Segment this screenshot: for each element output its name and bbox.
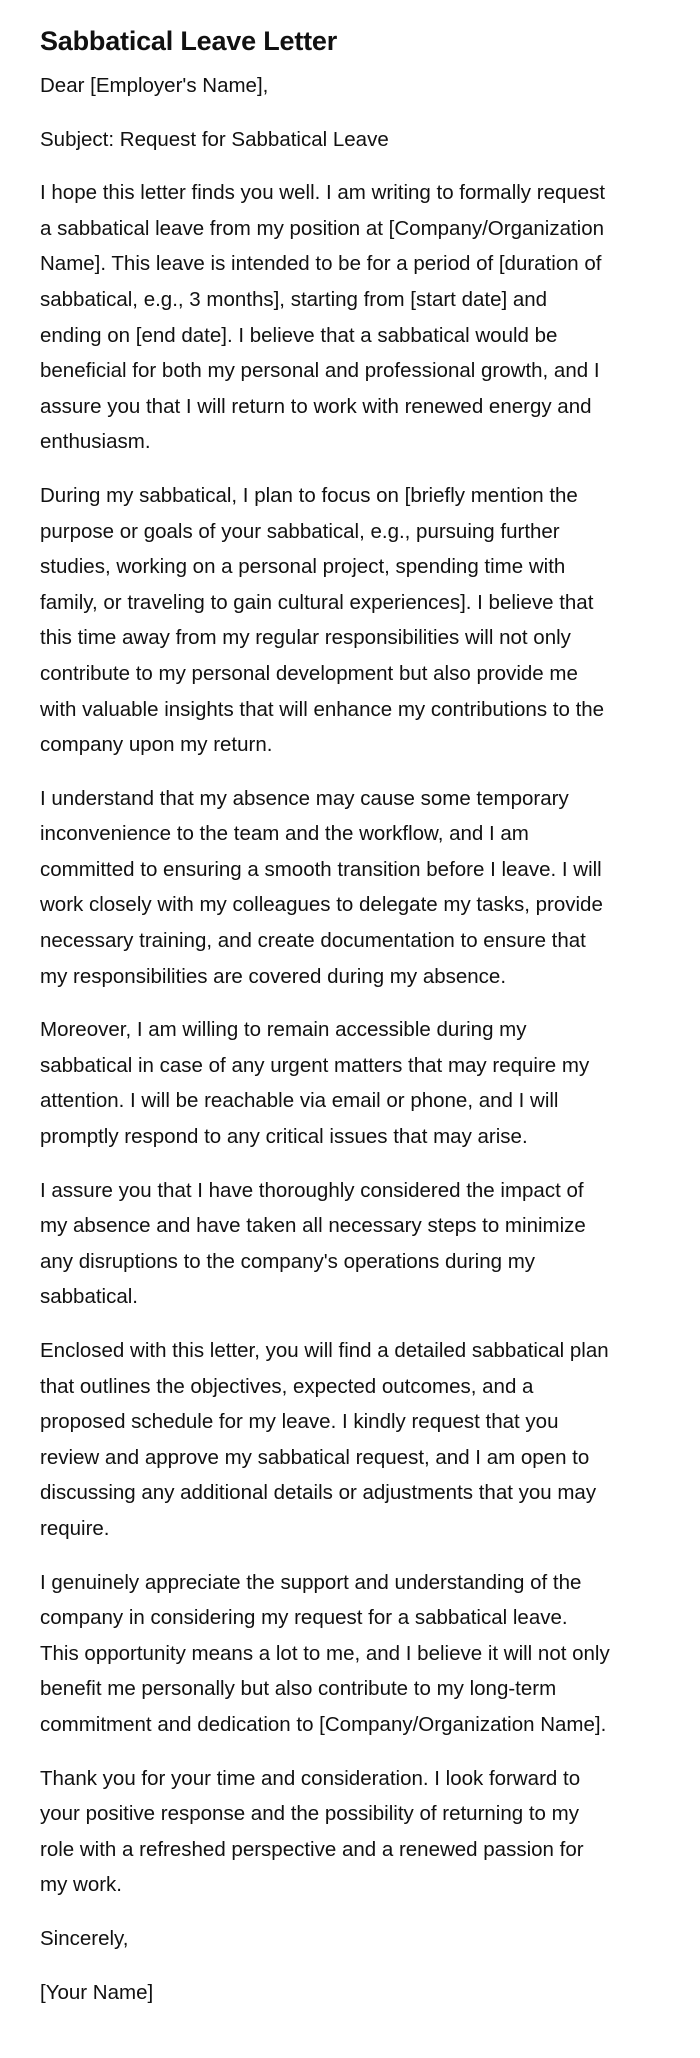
salutation: [40, 68, 662, 104]
text-line: contribute to my personal development but also provide me: [40, 661, 578, 685]
text-line: my work.: [40, 1873, 122, 1897]
text-line: I understand that my absence may cause some temporary: [40, 786, 569, 810]
text-line: ending on [end date]. I believe that a sabbatical would be: [40, 323, 558, 347]
text-line: a sabbatical leave from my position at [Company/Organization: [40, 216, 605, 240]
text-line: I assure you that I have thoroughly considered the impact of: [40, 1178, 584, 1202]
text-line: promptly respond to any critical issues that may arise.: [40, 1125, 528, 1149]
text-line: sabbatical, e.g., 3 months], starting from [start date] and: [40, 287, 548, 311]
text-line: my absence and have taken all necessary steps to minimize: [40, 1214, 586, 1238]
plans-paragraph: [40, 478, 662, 763]
text-line: committed to ensuring a smooth transition before I leave. I will: [40, 857, 602, 881]
text-line: assure you that I will return to work with renewed energy and: [40, 394, 592, 418]
text-line: any disruptions to the company's operations during my: [40, 1249, 536, 1273]
sign-off: [40, 1921, 662, 1957]
text-line: studies, working on a personal project, spending time with: [40, 555, 566, 579]
text-line: your positive response and the possibility of returning to my: [40, 1802, 579, 1826]
text-line: purpose or goals of your sabbatical, e.g., pursuing further: [40, 519, 560, 543]
text-line: Moreover, I am willing to remain accessible during my: [40, 1018, 527, 1042]
text-line: this time away from my regular responsibilities will not only: [40, 626, 571, 650]
text-line: enthusiasm.: [40, 430, 151, 454]
text-line: Enclosed with this letter, you will find a detailed sabbatical plan: [40, 1339, 609, 1362]
text-line: inconvenience to the team and the workflow, and I am: [40, 822, 529, 846]
text-line: Dear [Employer's Name],: [40, 74, 269, 97]
signature-name: [40, 1975, 662, 2011]
transition-paragraph: [40, 781, 662, 995]
assurance-paragraph: [40, 1173, 662, 1315]
text-line: sabbatical in case of any urgent matters that may require my: [40, 1053, 590, 1077]
text-line: Name]. This leave is intended to be for a period of [duration of: [40, 252, 602, 276]
text-line: company in considering my request for a sabbatical leave.: [40, 1606, 568, 1630]
text-line: with valuable insights that will enhance my contributions to the: [40, 697, 605, 721]
text-line: that outlines the objectives, expected outcomes, and a: [40, 1374, 534, 1398]
text-line: During my sabbatical, I plan to focus on [briefly mention the: [40, 483, 578, 507]
availability-paragraph: [40, 1012, 662, 1154]
document-title: Sabbatical Leave Letter: [40, 26, 338, 56]
text-line: [Your Name]: [40, 1980, 154, 2004]
text-line: attention. I will be reachable via email or phone, and I will: [40, 1089, 559, 1113]
text-line: require.: [40, 1516, 110, 1540]
text-line: sabbatical.: [40, 1285, 139, 1309]
text-line: work closely with my colleagues to delegate my tasks, provide: [40, 893, 603, 917]
text-line: beneficial for both my personal and professional growth, and I: [40, 359, 600, 383]
text-line: This opportunity means a lot to me, and I believe it will not only: [40, 1641, 610, 1665]
text-line: Sincerely,: [40, 1926, 129, 1950]
text-line: discussing any additional details or adjustments that you may: [40, 1481, 597, 1505]
text-line: review and approve my sabbatical request, and I am open to: [40, 1445, 590, 1469]
text-line: I genuinely appreciate the support and understanding of the: [40, 1570, 582, 1594]
text-line: proposed schedule for my leave. I kindly request that you: [40, 1410, 559, 1434]
subject-line: [40, 122, 662, 158]
text-line: I hope this letter finds you well. I am writing to formally request: [40, 181, 606, 205]
appreciation-paragraph: [40, 1565, 662, 1743]
text-line: company upon my return.: [40, 733, 273, 757]
text-line: commitment and dedication to [Company/Organization Name].: [40, 1712, 607, 1736]
enclosure-paragraph: [40, 1333, 662, 1547]
text-line: role with a refreshed perspective and a renewed passion for: [40, 1837, 584, 1861]
letter-body: [40, 68, 662, 2010]
text-line: family, or traveling to gain cultural experiences]. I believe that: [40, 590, 594, 614]
text-line: benefit me personally but also contribute to my long-term: [40, 1677, 557, 1701]
text-line: Thank you for your time and consideration. I look forward to: [40, 1766, 581, 1790]
intro-paragraph: [40, 175, 662, 460]
closing-thanks-paragraph: [40, 1761, 662, 1903]
text-line: necessary training, and create documentation to ensure that: [40, 929, 586, 953]
text-line: Subject: Request for Sabbatical Leave: [40, 127, 389, 151]
text-line: my responsibilities are covered during my absence.: [40, 964, 507, 988]
